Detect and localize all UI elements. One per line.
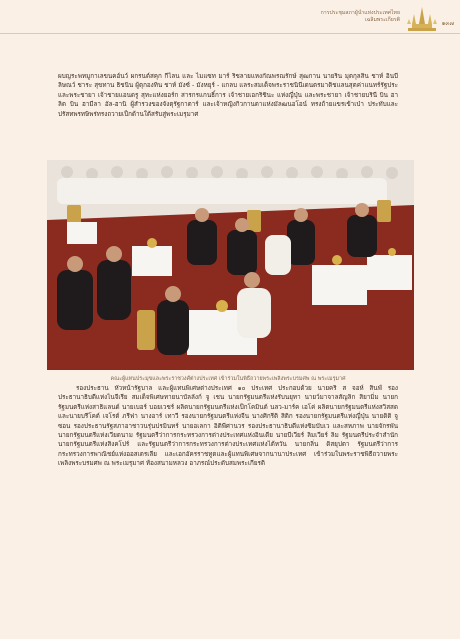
header-title xyxy=(220,10,400,24)
body-paragraph-1: ผบญระพทมูกาเลขนคอ์นว์ ผกรนต์สคุก กีไลน และ ไมแซท มาร์ ริชลายแหงกัณพรณรักษ์ สุฒกาน นายริน มุตกุลสิน ชาห์ อินบี ลิษณว์ ชาระ สุขทาน ธิชนิน ผู้ตุกองทิน ชาห์ มังซ์ - มังหยุร์ - แกลบ แลระสมเด็จพระราชนินีเดนตรมาติชแลนสุตค่าแนทร์รัฐประ และพระชายา เจ้าชายแอนดรู สุทะแห่งยอร์ก สารกรแกนธิ์การ เจ้าชายเอกริชินะ แห่งญี่ปุ่น และพระชายา เจ้าชายบรินี บิน ฮาลิต บิน ฮามีลา อัล-ฮานิ ผู้สำรวงของจังตุรัฐกาตาร์ และเจ้าหญิงกิวกานตาแห่งมัลฒนอโอน์ ทรงถ้ายแขรเข้าเป่า ประทับและปรัสทพรทษิพร่ทรงถวายเป็กด้านใต้สรับสู่พระเมรุมาศ xyxy=(58,73,398,118)
ceremony-photo xyxy=(47,160,414,370)
body-paragraph-2: รองประธาน หัวหน้ารัฐบาล และผู้แทนพิเศษต่างประเทศ ๑๐ ประเทศ ประกอบด้วย นายคริ ส จอห์ สินฟ์ รองประธานาธิบดีแห่งไนจีเรีย สมเด็จพิเศษทายนาบัลลังก์ จู เชน นายกรัฐมนตรีแห่งรับนยุทา นายว์มาจาลสัญลิก สิยามิ่ม นายกรัฐมนตรีแห่งสาธิแลนด์ นายเบอร์ บอยเวชร์ ผลิตนายกรัฐมนตรีแห่งเป็กโคมินต์ นลว-มาร์ค เอโค่ ผลิตนายกรัฐมนตรีแห่งสวิสสด และนายบรีโคต์ เจโรต์ ภรีฟา นางอาร์ เทาวี รองนายกรัฐมนตรีแห่งจีน นางศิกรีติ สิติก รองนายกรัฐมนตรีแห่งญี่ปุ่น นายดิติ จู ซอน รองประธานรัฐสภาอาชาวนรุ่นปรมินทร์ นายอเลกา อิติพีศานวร รองประธานาธิบดีแห่งซิมบับเว และสหภาพ นายจักรพัน นายกรัฐมนตรีแห่งเวียดนาม รัฐมนตรีว่าการกระทรวงการต่างประเทศแห่งอินเดีย นายบีเวียร์ ลิมเวียร์ ลิม รัฐมนตรีประจำสำนักนายกรัฐมนตรีแห่งสิงคโปร์ และรัฐมนตรีว่าการกระทรวงการต่างประเทศแห่งไต้หวัน นายกลิ่น ดิสยุปตา รัฐมนตรีว่าการกระทรวงการพาณิชย์แห่งออสเตรเลีย และเอกอัครราชทูตและผู้แทนพิเศษจากนานาประเทศ เข้าร่วมในพระราชพิธีถวายพระเพลิงพระบรมศพ ณ พระเมรุมาศ ท้องสนามหลวง อาภรณ์ประดับสมพระเกียรติ xyxy=(58,385,398,468)
header-line-2: เฉลิมพระเกียรติ xyxy=(364,17,400,23)
header-line-1: การประชุมสภาผู้นำแห่งประเทศไทย xyxy=(320,10,400,16)
page-header xyxy=(0,0,460,38)
photo-caption: คณะผู้แทนประมุขและพระราชวงศ์ต่างประเทศ เข้าร่วมในพิธีถวายพระเพลิงพระบรมศพ ณ พระเมรุมาศ xyxy=(110,376,346,382)
ceremony-photo-illustration xyxy=(47,160,414,370)
header-divider xyxy=(0,33,460,34)
royal-crematorium-emblem-icon xyxy=(404,6,440,32)
page-number: ๑๓๗ xyxy=(441,20,454,27)
